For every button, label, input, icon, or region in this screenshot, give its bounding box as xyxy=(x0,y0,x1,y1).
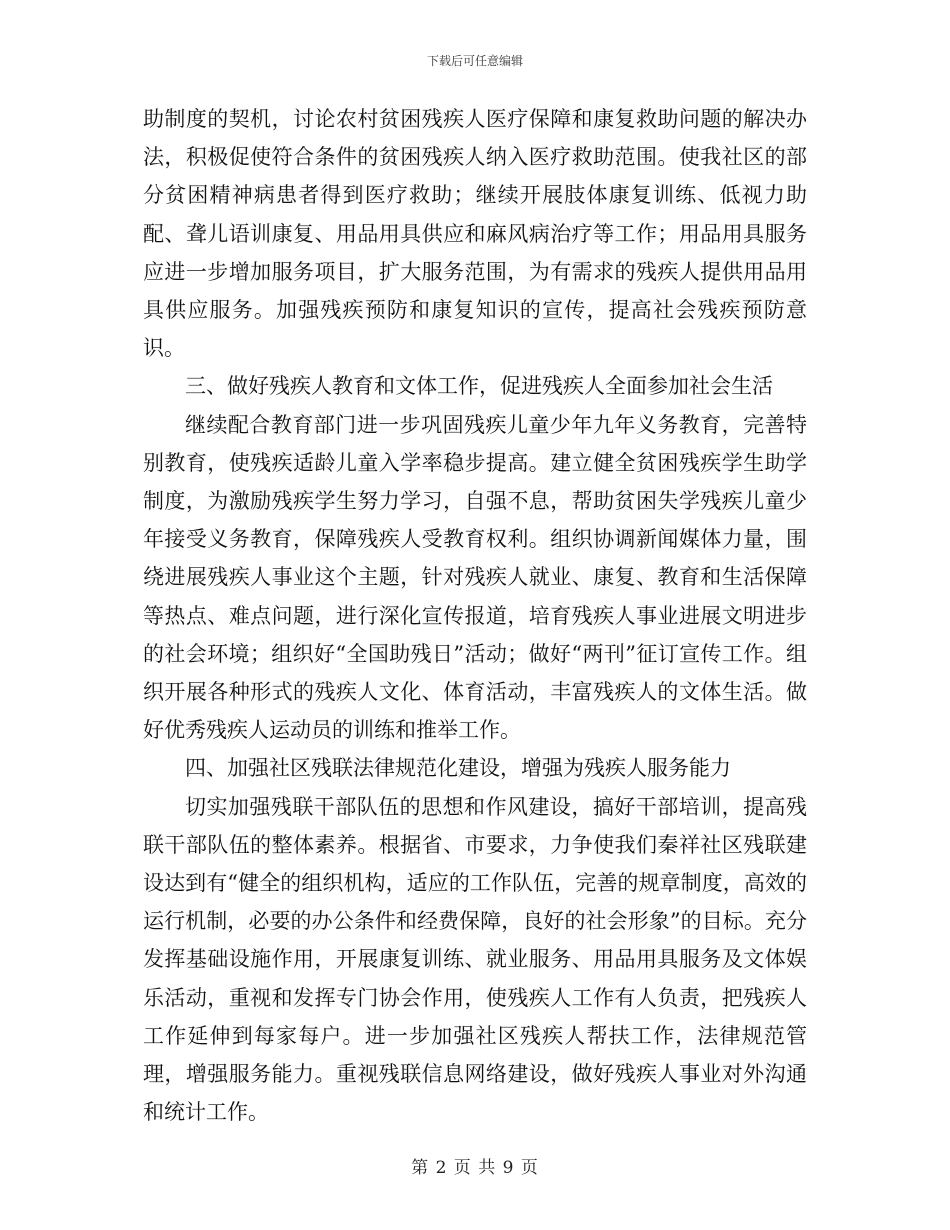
paragraph-education: 继续配合教育部门进一步巩固残疾儿童少年九年义务教育，完善特别教育，使残疾适龄儿童入学率稳步提高。建立健全贫困残疾学生助学制度，为激励残疾学生努力学习，自强不息，帮助贫困失学残疾儿童少年接受义务教育，保障残疾人受教育权利。组织协调新闻媒体力量，围绕进展残疾人事业这个主题，针对残疾人就业、康复、教育和生活保障等热点、难点问题，进行深化宣传报道，培育残疾人事业进展文明进步的社会环境；组织好“全国助残日”活动；做好“两刊”征订宣传工作。组织开展各种形式的残疾人文化、体育活动，丰富残疾人的文体生活。做好优秀残疾人运动员的训练和推举工作。 xyxy=(143,412,807,743)
section-heading-3: 三、做好残疾人教育和文体工作，促进残疾人全面参加社会生活 xyxy=(185,374,773,399)
section-heading-4: 四、加强社区残联法律规范化建设，增强为残疾人服务能力 xyxy=(185,756,731,781)
page-header: 下载后可任意编辑 xyxy=(426,54,523,68)
page-footer: 第 2 页 共 9 页 xyxy=(411,1158,539,1178)
document-body xyxy=(143,100,807,1131)
paragraph-legal: 切实加强残联干部队伍的思想和作风建设，搞好干部培训，提高残联干部队伍的整体素养。根据省、市要求，力争使我们秦祥社区残联建设达到有“健全的组织机构，适应的工作队伍，完善的规章制度，高效的运行机制，必要的办公条件和经费保障，良好的社会形象”的目标。充分发挥基础设施作用，开展康复训练、就业服务、用品用具服务及文体娱乐活动，重视和发挥专门协会作用，使残疾人工作有人负责，把残疾人工作延伸到每家每户。进一步加强社区残疾人帮扶工作，法律规范管理，增强服务能力。重视残联信息网络建设，做好残疾人事业对外沟通和统计工作。 xyxy=(143,794,807,1125)
paragraph-continuation: 助制度的契机，讨论农村贫困残疾人医疗保障和康复救助问题的解决办法，积极促使符合条件的贫困残疾人纳入医疗救助范围。使我社区的部分贫困精神病患者得到医疗救助；继续开展肢体康复训练、低视力助配、聋儿语训康复、用品用具供应和麻风病治疗等工作；用品用具服务应进一步增加服务项目，扩大服务范围，为有需求的残疾人提供用品用具供应服务。加强残疾预防和康复知识的宣传，提高社会残疾预防意识。 xyxy=(143,107,807,361)
